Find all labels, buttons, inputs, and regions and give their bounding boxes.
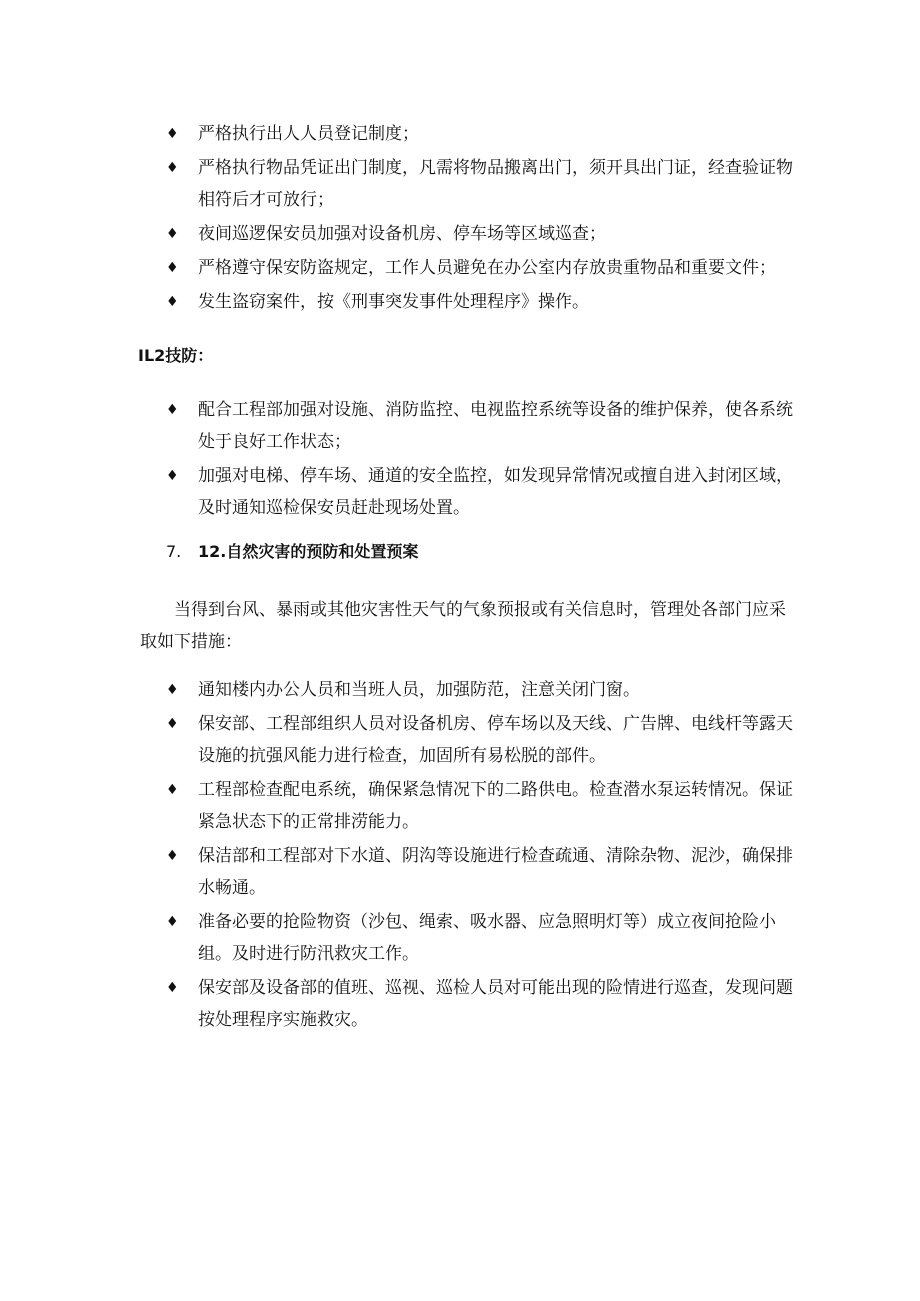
diamond-bullet-icon: ♦ (166, 402, 179, 418)
list-item (0, 674, 798, 706)
list-item-text: 准备必要的抢险物资（沙包、绳索、吸水器、应急照明灯等）成立夜间抢险小组。及时进行防汛救灾工作。 (198, 912, 776, 964)
diamond-bullet-icon: ♦ (166, 682, 179, 698)
list-item (0, 840, 798, 904)
list-item-text: 严格遵守保安防盗规定，工作人员避免在办公室内存放贵重物品和重要文件； (198, 258, 776, 278)
diamond-bullet-icon: ♦ (166, 716, 179, 732)
section-heading (166, 537, 418, 567)
list-item-text: 发生盗窃案件，按《刑事突发事件处理程序》操作。 (198, 292, 589, 312)
list-item (0, 906, 798, 970)
list-item-text: 严格执行物品凭证出门制度，凡需将物品搬离出门，须开具出门证，经查验证物相符后才可放行； (198, 158, 793, 210)
list-item (0, 708, 798, 772)
list-item-text: 严格执行出人人员登记制度； (198, 124, 419, 144)
list-item (0, 972, 798, 1036)
diamond-bullet-icon: ♦ (166, 848, 179, 864)
intro-paragraph: 当得到台风、暴雨或其他灾害性天气的气象预报或有关信息时，管理处各部门应采取如下措施： (140, 600, 786, 652)
list-item (0, 152, 798, 216)
section-title: 12.自然灾害的预防和处置预案 (198, 542, 419, 561)
list-item-text: 通知楼内办公人员和当班人员，加强防范，注意关闭门窗。 (198, 680, 640, 700)
disaster-measures-list (0, 674, 798, 1036)
list-item-text: 加强对电梯、停车场、通道的安全监控，如发现异常情况或擅自进入封闭区域，及时通知巡检保安员赶赴现场处置。 (198, 466, 793, 518)
diamond-bullet-icon: ♦ (166, 914, 179, 930)
diamond-bullet-icon: ♦ (166, 126, 179, 142)
list-item-text: 工程部检查配电系统，确保紧急情况下的二路供电。检查潜水泵运转情况。保证紧急状态下的正常排涝能力。 (198, 780, 793, 832)
list-item (0, 286, 798, 318)
diamond-bullet-icon: ♦ (166, 160, 179, 176)
list-item-text: 保安部及设备部的值班、巡视、巡检人员对可能出现的险情进行巡查，发现问题按处理程序实施救灾。 (198, 978, 793, 1030)
diamond-bullet-icon: ♦ (166, 260, 179, 276)
list-item (0, 118, 798, 150)
list-item-text: 保洁部和工程部对下水道、阴沟等设施进行检查疏通、清除杂物、泥沙，确保排水畅通。 (198, 846, 793, 898)
list-item (0, 218, 798, 250)
security-measures-list (0, 118, 798, 318)
list-item (0, 394, 798, 458)
list-item (0, 774, 798, 838)
list-item-text: 保安部、工程部组织人员对设备机房、停车场以及天线、广告牌、电线杆等露天设施的抗强风能力进行检查，加固所有易松脱的部件。 (198, 714, 793, 766)
diamond-bullet-icon: ♦ (166, 980, 179, 996)
list-item (0, 252, 798, 284)
diamond-bullet-icon: ♦ (166, 468, 179, 484)
diamond-bullet-icon: ♦ (166, 226, 179, 242)
diamond-bullet-icon: ♦ (166, 782, 179, 798)
list-item-text: 夜间巡逻保安员加强对设备机房、停车场等区域巡查； (198, 224, 606, 244)
list-item (0, 460, 798, 524)
list-item-text: 配合工程部加强对设施、消防监控、电视监控系统等设备的维护保养，使各系统处于良好工作状态； (198, 400, 793, 452)
section-number: 7. (166, 542, 182, 561)
tech-measures-list (0, 394, 798, 524)
tech-defense-heading: IL2技防： (138, 346, 214, 365)
diamond-bullet-icon: ♦ (166, 294, 179, 310)
